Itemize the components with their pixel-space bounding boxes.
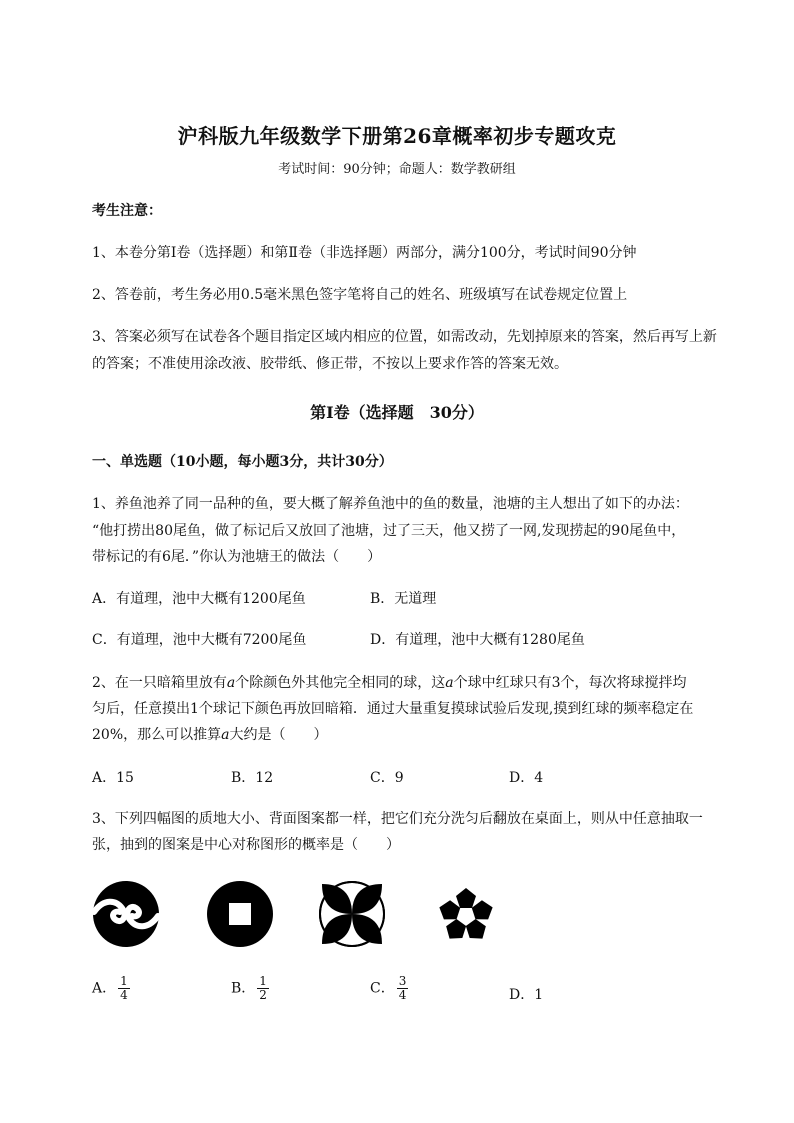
notice-heading: 考生注意： <box>92 203 162 219</box>
q3-option-a[interactable] <box>92 975 130 1002</box>
q2-option-d[interactable]: D．4 <box>509 770 544 786</box>
fraction-denominator: 4 <box>398 988 407 1002</box>
section-title: 第I卷（选择题 30分） <box>310 403 484 422</box>
figure-four-petal-circle <box>318 880 386 948</box>
q1-option-b[interactable]: B．无道理 <box>370 591 437 607</box>
variable-a: a <box>221 727 230 743</box>
q2-option-b[interactable]: B．12 <box>231 770 274 786</box>
notice-item-3-cont: 的答案；不准使用涂改液、胶带纸、修正带，不按以上要求作答的答案无效。 <box>92 356 568 372</box>
q3-option-a-prefix: A． <box>92 980 117 997</box>
q3-option-b[interactable] <box>231 975 269 1002</box>
q2-option-c[interactable]: C．9 <box>370 770 404 786</box>
q1-option-c[interactable]: C．有道理，池中大概有7200尾鱼 <box>92 632 307 648</box>
q3-line-2: 张，抽到的图案是中心对称图形的概率是（ ） <box>92 837 400 853</box>
exam-info: 考试时间：90分钟；命题人：数学教研组 <box>278 162 516 177</box>
q1-option-a[interactable]: A．有道理，池中大概有1200尾鱼 <box>92 591 306 607</box>
fraction-denominator: 4 <box>120 988 128 1002</box>
q2-line-3-pre: 20%，那么可以推算 <box>92 727 222 743</box>
notice-item-2: 2、答卷前，考生务必用0.5毫米黑色签字笔将自己的姓名、班级填写在试卷规定位置上 <box>92 287 628 303</box>
q3-option-b-prefix: B． <box>231 980 256 997</box>
q3-line-1: 3、下列四幅图的质地大小、背面图案都一样，把它们充分洗匀后翻放在桌面上，则从中任意抽取一 <box>92 811 703 827</box>
q3-option-d[interactable]: D．1 <box>509 987 544 1003</box>
q1-line-1: 1、养鱼池养了同一品种的鱼，要大概了解养鱼池中的鱼的数量，池塘的主人想出了如下的办法： <box>92 496 689 512</box>
notice-item-1: 1、本卷分第I卷（选择题）和第Ⅱ卷（非选择题）两部分，满分100分，考试时间90分钟 <box>92 245 637 261</box>
page-title: 沪科版九年级数学下册第26章概率初步专题攻克 <box>177 124 617 148</box>
fraction-numerator: 1 <box>259 974 267 988</box>
fraction-three-quarters <box>397 975 409 1002</box>
fraction-denominator: 2 <box>259 988 267 1002</box>
q3-option-c-prefix: C． <box>370 980 395 997</box>
fraction-one-half <box>257 975 269 1002</box>
part-title: 一、单选题（10小题，每小题3分，共计30分） <box>92 454 393 470</box>
figure-square-in-circle <box>206 880 274 948</box>
q2-line-1-mid: 个除颜色外其他完全相同的球，这 <box>235 675 446 691</box>
q1-line-2: “他打捞出80尾鱼，做了标记后又放回了池塘，过了三天，他又捞了一网,发现捞起的90尾鱼中， <box>92 523 686 539</box>
q2-line-3 <box>92 724 327 744</box>
q2-line-3-post: 大约是（ ） <box>229 727 328 743</box>
figure-wave-circle <box>92 880 160 948</box>
q1-option-d[interactable]: D．有道理，池中大概有1280尾鱼 <box>370 632 585 648</box>
q1-line-3: 带标记的有6尾．”你认为池塘王的做法（ ） <box>92 549 382 565</box>
q2-line-1-pre: 2、在一只暗箱里放有 <box>92 675 227 691</box>
notice-item-3: 3、答案必须写在试卷各个题目指定区域内相应的位置，如需改动，先划掉原来的答案，然后再写上新 <box>92 329 717 345</box>
fraction-numerator: 3 <box>398 974 407 988</box>
q2-line-1-post: 个球中红球只有3个，每次将球搅拌均 <box>453 675 687 691</box>
fraction-one-quarter <box>118 975 130 1002</box>
q2-line-2: 匀后，任意摸出1个球记下颜色再放回暗箱．通过大量重复摸球试验后发现,摸到红球的频率稳定在 <box>92 701 694 717</box>
figure-pentagon-flower <box>432 880 500 948</box>
q3-option-c[interactable] <box>370 975 408 1002</box>
q2-line-1 <box>92 672 687 692</box>
variable-a: a <box>226 675 236 691</box>
variable-a: a <box>445 675 454 691</box>
fraction-numerator: 1 <box>120 974 128 988</box>
q2-option-a[interactable]: A．15 <box>92 770 134 786</box>
